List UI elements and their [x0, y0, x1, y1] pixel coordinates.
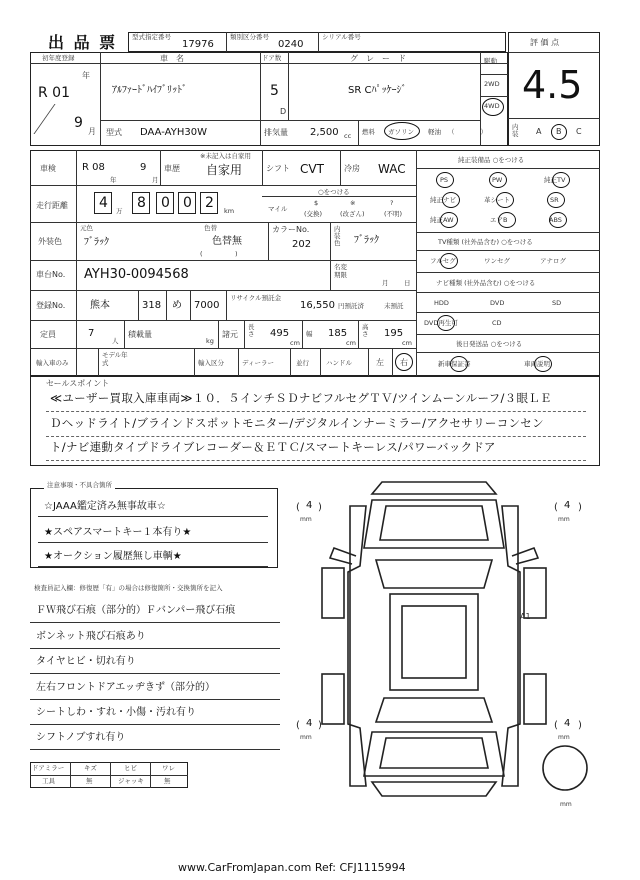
- import-type-label: 輸入区分: [198, 359, 224, 367]
- equip-abs-circle: [549, 212, 567, 228]
- recycle-status: 未預託: [384, 302, 404, 310]
- mileage-man: 万: [116, 207, 123, 215]
- nav-hdd: HDD: [434, 299, 449, 307]
- nav-dvd: DVD: [490, 299, 505, 307]
- equip-ps: PS: [440, 176, 449, 184]
- inspector-item-6: シフトノブすれ有り: [36, 732, 126, 743]
- category-value: 0240: [278, 39, 304, 50]
- note-3: ★オークション履歴無し車輌★: [44, 551, 182, 562]
- handle-label: ハンドル: [326, 359, 352, 367]
- name-change-label: 名変期限: [334, 263, 347, 279]
- note-2: ★スペアスマートキー１本有り★: [44, 527, 192, 538]
- interior-grade-b: B: [556, 127, 562, 136]
- inspector-item-3: タイヤヒビ・切れ有り: [36, 656, 136, 667]
- nav-sd: SD: [552, 299, 562, 307]
- footer-watermark: www.CarFromJapan.com Ref: CFJ1115994: [178, 861, 406, 874]
- first-reg-month: 9: [74, 115, 83, 131]
- model-cert-label: 型式指定番号: [132, 33, 171, 41]
- equip-abs: ABS: [549, 216, 562, 224]
- equip-aw-circle: [440, 212, 458, 228]
- chassis-value: AYH30-0094568: [84, 267, 189, 282]
- equip-leather: 革シート: [484, 196, 510, 204]
- tire-fr-depth: 4: [564, 500, 571, 511]
- displacement-label: 排気量: [264, 128, 288, 137]
- svg-text:): ): [318, 720, 322, 731]
- interior-grade-c: C: [576, 127, 582, 136]
- month-unit: 月: [88, 127, 96, 136]
- height-value: 195: [384, 328, 404, 339]
- mileage-opt-unknown: (不明): [384, 210, 403, 218]
- drive-4wd-circle: [482, 98, 504, 116]
- inspector-item-4: 左右フロントドアエッヂきず（部分的）: [36, 682, 215, 693]
- handle-right-circle: [395, 353, 413, 371]
- inspection-month: 9: [140, 162, 147, 173]
- year-unit: 年: [82, 71, 90, 80]
- grade-value: SR Cﾊﾟｯｹｰｼﾞ: [348, 85, 407, 96]
- color-value: ﾌﾞﾗｯｸ: [84, 237, 109, 248]
- capacity-value: 7: [88, 328, 95, 339]
- color-change-label: 色替: [204, 224, 217, 232]
- doors-label: ドア数: [262, 54, 282, 62]
- color-orig-label: 元色: [80, 224, 93, 232]
- mileage-opt-exchange: (交換): [304, 210, 323, 218]
- import-label: 輸入車のみ: [36, 359, 69, 367]
- interior-color-label: 内装色: [334, 225, 341, 248]
- legend-h4: ワレ: [162, 764, 175, 772]
- notes-label: 注意事項・不具合箇所: [44, 482, 115, 489]
- height-unit: cm: [402, 339, 412, 347]
- mileage-opt-unknown-mark: ?: [390, 199, 394, 207]
- first-reg-label: 初年度登録: [42, 54, 75, 62]
- equip-tv-circle: [552, 172, 570, 188]
- reg-class: 318: [142, 300, 162, 311]
- damage-mark-a1: A1: [520, 612, 531, 621]
- later-manual-circle: [534, 356, 552, 372]
- equip-airbag-circle: [498, 212, 516, 228]
- displacement-value: 2,500: [310, 127, 339, 138]
- chassis-label: 車台No.: [36, 270, 66, 279]
- width-label: 幅: [306, 330, 313, 338]
- load-label: 積載量: [128, 330, 152, 339]
- ac-value: WAC: [378, 162, 406, 176]
- capacity-unit: 人: [112, 337, 119, 345]
- name-change-month: 月: [382, 279, 389, 287]
- recycle-unit: 円預託済: [338, 302, 364, 310]
- legend-h1: ドアミラー: [32, 764, 65, 772]
- score-value: 4.5: [522, 63, 583, 107]
- reg-area: 熊本: [90, 300, 110, 311]
- interior-b-circle: [551, 124, 567, 140]
- load-unit: kg: [206, 337, 214, 345]
- nav-cd: CD: [492, 319, 502, 327]
- inspector-item-1: ＦＷ飛び石痕（部分的）Ｆバンパー飛び石痕: [36, 605, 236, 616]
- equip-pw: PW: [492, 176, 503, 184]
- inspector-item-2: ボンネット飛び石痕あり: [36, 631, 146, 642]
- legend-v1: 工具: [42, 777, 55, 785]
- tire-fr-unit: mm: [558, 516, 570, 523]
- nav-dvd-play-circle: [437, 315, 455, 331]
- equip-aw: 純正AW: [430, 216, 454, 224]
- width-unit: cm: [346, 339, 356, 347]
- mileage-opt-mile: マイル: [268, 205, 288, 213]
- mileage-km: km: [224, 207, 235, 215]
- car-name-label: 車 名: [160, 54, 184, 63]
- first-reg-era: R 01: [38, 85, 70, 101]
- model-year-label: モデル年式: [102, 351, 128, 367]
- fuel-label: 燃料: [362, 128, 375, 136]
- drive-4wd: 4WD: [484, 102, 500, 110]
- equip-sr: SR: [550, 196, 559, 204]
- later-warranty: 新車保証書: [438, 360, 471, 368]
- category-label: 類別区分番号: [230, 33, 269, 41]
- model-value: DAA-AYH30W: [140, 127, 207, 138]
- fuel-gasoline-circle: [384, 122, 420, 140]
- equip-leather-circle: [496, 192, 514, 208]
- note-1: ☆JAAA鑑定済み無事故車☆: [44, 501, 166, 512]
- length-unit: cm: [290, 339, 300, 347]
- doors-value: 5: [270, 83, 279, 99]
- drive-2wd: 2WD: [484, 80, 500, 88]
- capacity-label: 定員: [40, 330, 56, 339]
- mileage-mark-note: ○をつける: [318, 188, 350, 196]
- sales-line-3: ト/ナビ連動タイプドライブレコーダー＆ＥＴＣ/スマートキーレス/パワーバックドア: [50, 440, 496, 454]
- sales-line-2: Ｄヘッドライト/ブラインドスポットモニター/デジタルインナーミラー/アクセサリーコンセン: [50, 416, 544, 430]
- import-dealer: ディーラー: [242, 359, 274, 367]
- mileage-digit-2: 8: [137, 195, 146, 211]
- inspection-month-unit: 月: [152, 176, 159, 184]
- doors-type: D: [280, 107, 287, 116]
- tire-fl-bracket: (: [296, 502, 300, 513]
- width-value: 185: [328, 328, 348, 339]
- sheet-title: 出 品 票: [48, 33, 118, 52]
- mileage-opt-dollar: $: [314, 199, 319, 207]
- serial-label: シリアル番号: [322, 33, 361, 41]
- svg-text:(: (: [296, 720, 300, 731]
- shift-value: CVT: [300, 162, 324, 176]
- height-label: 高さ: [362, 323, 369, 339]
- color-no-label: カラーNo.: [272, 225, 310, 234]
- model-cert-value: 17976: [182, 39, 214, 50]
- legend-v4: 無: [164, 777, 171, 785]
- usage-value: 自家用: [206, 163, 243, 177]
- sales-line-1: ≪ユーザー買取入庫車両≫１０．５インチＳＤナビフルセグＴＶ/ツインムーンルーフ/３眼ＬＥ: [50, 391, 552, 405]
- equip-navi: 純正ナビ: [430, 196, 456, 204]
- equip-tv: 純正TV: [544, 176, 566, 184]
- handle-right: 右: [400, 358, 408, 367]
- inspector-item-5: シートしわ・すれ・小傷・汚れ有り: [36, 707, 196, 718]
- nav-title: ナビ種類 (社外品含む) ○をつける: [436, 279, 536, 287]
- name-change-day: 日: [404, 279, 411, 287]
- equipment-title: 純正装備品 ○をつける: [458, 156, 525, 164]
- color-change-value: 色替無: [212, 236, 242, 247]
- ac-label: 冷房: [344, 164, 360, 173]
- tv-analog: アナログ: [540, 257, 566, 265]
- car-diagram: [290, 476, 600, 812]
- length-label: 長さ: [248, 323, 255, 339]
- reg-kana: め: [172, 300, 182, 311]
- tire-fl-depth: 4: [306, 500, 313, 511]
- tire-rl-depth: 4: [306, 718, 313, 729]
- reg-label: 登録No.: [36, 301, 66, 310]
- equipment-grid: [416, 168, 600, 232]
- later-manual: 車両説明: [524, 360, 550, 368]
- mileage-opt-tamper: (改ざん): [340, 210, 365, 218]
- tire-rr-depth: 4: [564, 718, 571, 729]
- legend-v3: ジャッキ: [118, 777, 144, 785]
- color-label: 外装色: [38, 237, 62, 246]
- interior-color-value: ﾌﾞﾗｯｸ: [354, 235, 379, 246]
- later-warranty-circle: [450, 356, 468, 372]
- tv-title: TV種類 (社外品含む) ○をつける: [438, 238, 533, 246]
- sales-label: セールスポイント: [46, 379, 110, 388]
- later-title: 後日発送品 ○をつける: [456, 340, 523, 348]
- usage-note: ※未記入は自家用: [200, 152, 251, 160]
- tire-rl-unit: mm: [300, 734, 312, 741]
- car-name: ｱﾙﾌｧｰﾄﾞﾊｲﾌﾞﾘｯﾄﾞ: [112, 85, 187, 96]
- drive-label: 駆動: [484, 57, 497, 65]
- color-no-value: 202: [292, 239, 312, 250]
- equip-navi-circle: [442, 192, 460, 208]
- tire-rr-unit: mm: [558, 734, 570, 741]
- nav-dvd-play: DVD再生可: [424, 319, 458, 327]
- mileage-label: 走行距離: [36, 201, 68, 210]
- interior-grade-a: A: [536, 127, 542, 136]
- svg-text:): ): [318, 502, 322, 513]
- tv-oneseg: ワンセグ: [484, 257, 510, 265]
- displacement-unit: cc: [344, 132, 352, 140]
- svg-text:(: (: [554, 720, 558, 731]
- mileage-digit-3: 0: [161, 195, 170, 211]
- equip-airbag: エアB: [490, 216, 508, 224]
- svg-text:(: (: [554, 502, 558, 513]
- legend-h2: キズ: [84, 764, 97, 772]
- reg-number: 7000: [194, 300, 220, 311]
- svg-text:): ): [578, 502, 582, 513]
- color-paren: ( ): [200, 250, 238, 258]
- mileage-digit-5: 2: [205, 195, 214, 211]
- model-label: 型式: [106, 128, 122, 137]
- legend-h3: ヒビ: [124, 764, 137, 772]
- fuel-paren: （ ）: [448, 128, 487, 136]
- inspection-year-unit: 年: [110, 176, 117, 184]
- interior-label: 内装: [512, 123, 519, 139]
- equip-ps-circle: [436, 172, 454, 188]
- mileage-opt-star: ※: [350, 199, 356, 207]
- dims-label: 諸元: [222, 330, 238, 339]
- grade-label: グ レ ー ド: [350, 54, 406, 63]
- tire-fl-unit: mm: [300, 516, 312, 523]
- tv-fullseg: フルセグ: [430, 257, 456, 265]
- handle-left: 左: [376, 358, 384, 367]
- usage-label: 車歴: [164, 164, 180, 173]
- inspection-era: R 08: [82, 162, 105, 173]
- inspection-label: 車検: [40, 164, 56, 173]
- mileage-digit-4: 0: [183, 195, 192, 211]
- mileage-digit-1: 4: [99, 195, 108, 211]
- equip-sr-circle: [547, 192, 565, 208]
- score-label: 評 価 点: [530, 38, 560, 47]
- diesel-label: 軽油: [428, 128, 441, 136]
- import-parallel: 並行: [296, 359, 309, 367]
- svg-text:): ): [578, 720, 582, 731]
- inspector-label: 検査員記入欄：修復歴「有」の場合は修復箇所・交換箇所を記入: [34, 584, 223, 592]
- legend-v2: 無: [86, 777, 93, 785]
- shift-label: シフト: [266, 164, 290, 173]
- mileage-digits: [82, 192, 238, 218]
- recycle-label: リサイクル預託金: [230, 294, 282, 302]
- tv-fullseg-circle: [440, 253, 458, 269]
- fuel-value: ガソリン: [388, 128, 414, 136]
- recycle-value: 16,550: [300, 300, 335, 311]
- equip-pw-circle: [489, 172, 507, 188]
- length-value: 495: [270, 328, 290, 339]
- spare-unit: mm: [560, 801, 572, 808]
